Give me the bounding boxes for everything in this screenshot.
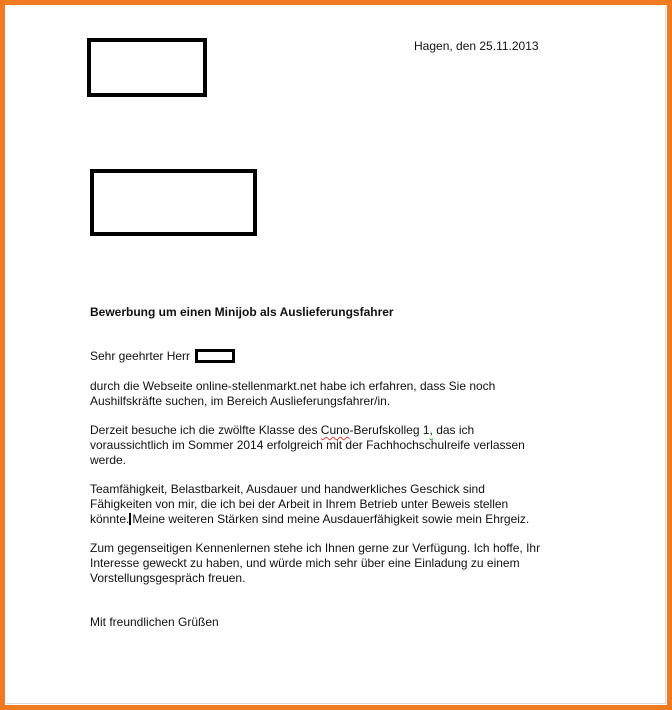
text-run: Meine weiteren Stärken sind meine Ausdauerfähigkeit sowie mein Ehrgeiz.	[132, 512, 530, 526]
redacted-sender-address	[87, 38, 207, 97]
text-run: könnte.	[90, 512, 130, 526]
paragraph-line: Aushilfskräfte suchen, im Bereich Auslieferungsfahrer/in.	[90, 394, 391, 408]
paragraph-line: Fähigkeiten von mir, die ich bei der Arbeit in Ihrem Betrieb unter Beweis stellen	[90, 497, 509, 511]
paragraph-line: Zum gegenseitigen Kennenlernen stehe ich Ihnen gerne zur Verfügung. Ich hoffe, Ihr	[90, 541, 541, 555]
paragraph-line: voraussichtlich im Sommer 2014 erfolgreich mit der Fachhochschulreife verlassen	[90, 438, 525, 452]
paragraph-line: Teamfähigkeit, Belastbarkeit, Ausdauer und handwerkliches Geschick sind	[90, 482, 485, 496]
paragraph-line: durch die Webseite online-stellenmarkt.net habe ich erfahren, dass Sie noch	[90, 379, 496, 393]
letter-date: Hagen, den 25.11.2013	[414, 39, 539, 53]
grammarcheck-mark[interactable]: ,	[429, 423, 433, 437]
paragraph-line: Vorstellungsgespräch freuen.	[90, 571, 246, 585]
text-run: -Berufskolleg 1	[349, 423, 430, 437]
text-run: Derzeit besuche ich die zwölfte Klasse des	[90, 423, 321, 437]
redacted-recipient-address	[90, 169, 257, 236]
paragraph-line	[90, 512, 529, 527]
paragraph-line: werde.	[90, 453, 127, 467]
closing-formula: Mit freundlichen Grüßen	[90, 615, 219, 629]
redacted-recipient-name	[195, 349, 235, 363]
salutation	[90, 349, 235, 364]
text-run: das ich	[432, 423, 475, 437]
letter-subject: Bewerbung um einen Minijob als Auslieferungsfahrer	[90, 305, 394, 319]
paragraph-line	[90, 423, 525, 438]
paragraph-intro	[90, 379, 495, 409]
salutation-text: Sehr geehrter Herr	[90, 349, 191, 363]
paragraph-education	[90, 423, 525, 468]
spellcheck-word[interactable]: Cuno	[320, 423, 350, 437]
paragraph-closing	[90, 541, 540, 586]
paragraph-line: Interesse geweckt zu haben, und würde mich sehr über eine Einladung zu einem	[90, 556, 520, 570]
paragraph-skills	[90, 482, 529, 527]
